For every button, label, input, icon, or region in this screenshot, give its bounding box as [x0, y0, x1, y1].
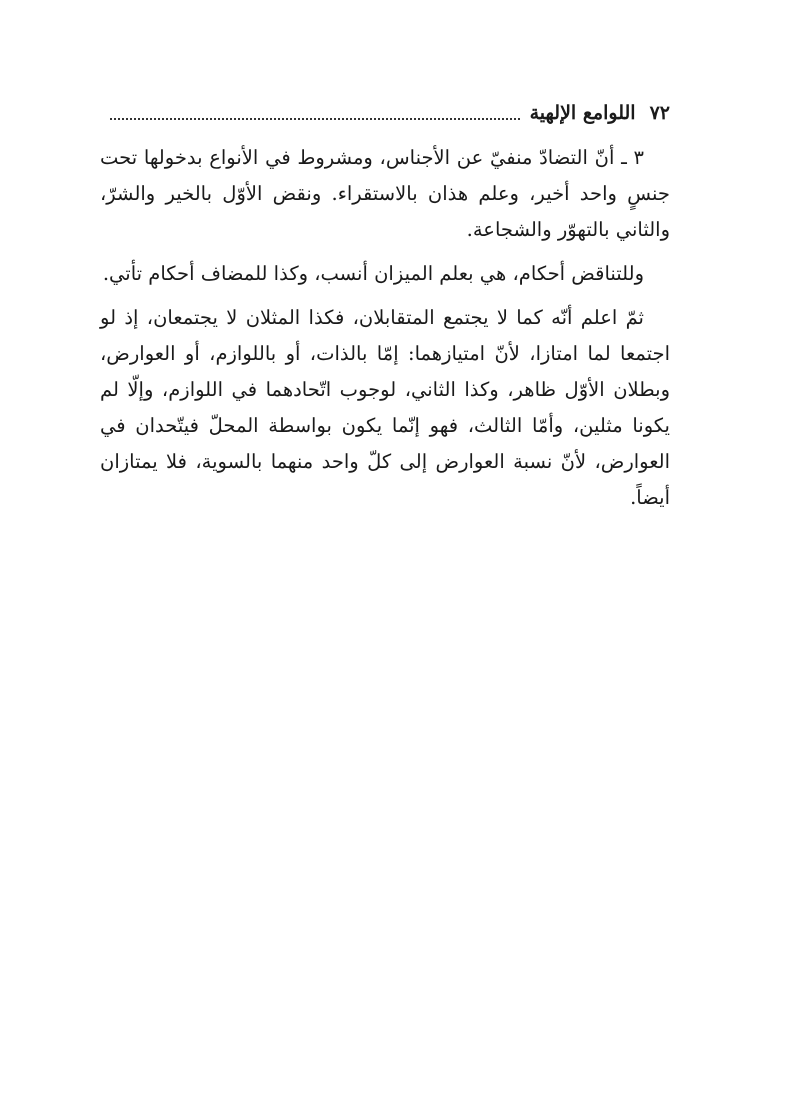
paragraph-3: ثمّ اعلم أنّه كما لا يجتمع المتقابلان، فكذا المثلان لا يجتمعان، إذ لو اجتمعا لما امتازا، لأنّ امتيازهما: إمّا بالذات، أو باللوازم، أو العوارض، وبطلان الأوّل ظاهر، وكذا الثاني، لوجوب اتّحادهما في اللوازم، وإلّا لم يكونا مثلين، وأمّا الثالث، فهو إنّما يكون بواسطة المحلّ فيتّحدان في العوارض، لأنّ نسبة العوارض إلى كلّ واحد منهما بالسوية، فلا يمتازان أيضاً.: [100, 306, 670, 509]
running-title: اللوامع الإلهية: [529, 102, 636, 124]
body-text: [100, 140, 670, 524]
page-header: [100, 96, 670, 130]
paragraph-1: ٣ ـ أنّ التضادّ منفيّ عن الأجناس، ومشروط في الأنواع بدخولها تحت جنسٍ واحد أخير، وعلم هذان بالاستقراء. ونقض الأوّل بالخير والشرّ، والثاني بالتهوّر والشجاعة.: [100, 146, 670, 241]
header-leader-dots: [110, 118, 520, 120]
paragraph-2: وللتناقض أحكام، هي بعلم الميزان أنسب، وكذا للمضاف أحكام تأتي.: [102, 262, 644, 285]
page-number: ٧٢: [649, 102, 670, 124]
